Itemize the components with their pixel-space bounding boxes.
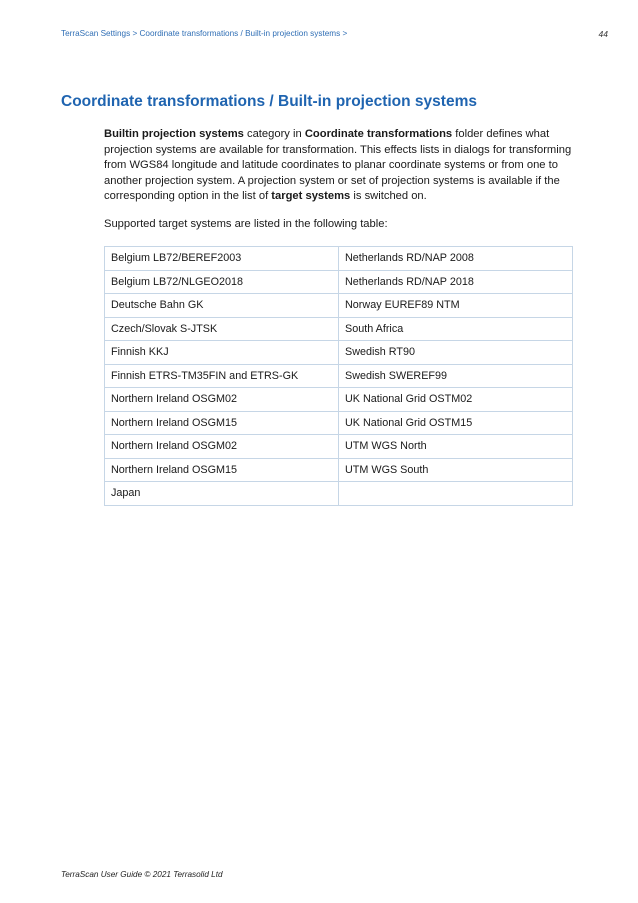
intro-text-3: is switched on. xyxy=(350,190,427,203)
table-cell: Japan xyxy=(105,482,339,506)
table-cell: Northern Ireland OSGM02 xyxy=(105,388,339,412)
table-cell: Swedish SWEREF99 xyxy=(339,364,573,388)
table-row xyxy=(105,482,573,506)
table-row xyxy=(105,294,573,318)
table-cell: Finnish KKJ xyxy=(105,341,339,365)
table-cell: Northern Ireland OSGM15 xyxy=(105,458,339,482)
intro-bold-builtin: Builtin projection systems xyxy=(104,128,244,140)
table-row xyxy=(105,270,573,294)
intro-paragraph xyxy=(104,127,582,205)
table-row xyxy=(105,435,573,459)
intro-bold-coordinate-transformations: Coordinate transformations xyxy=(304,128,453,140)
table-cell: Deutsche Bahn GK xyxy=(105,294,339,318)
table-cell: UK National Grid OSTM02 xyxy=(339,388,573,412)
table-cell: South Africa xyxy=(339,317,573,341)
table-cell: Czech/Slovak S-JTSK xyxy=(105,317,339,341)
section-title: Coordinate transformations / Built-in projection systems xyxy=(61,93,477,110)
table-row xyxy=(105,247,573,271)
table-row xyxy=(105,411,573,435)
content-body xyxy=(104,127,582,233)
page-footer: TerraScan User Guide © 2021 Terrasolid Ltd xyxy=(61,870,223,879)
intro-text-1: category in xyxy=(243,128,305,140)
table-row xyxy=(105,341,573,365)
target-systems-table xyxy=(104,246,573,506)
table-caption: Supported target systems are listed in the following table: xyxy=(104,218,388,230)
table-cell: Northern Ireland OSGM02 xyxy=(105,435,339,459)
table-cell: Swedish RT90 xyxy=(339,341,573,365)
intro-bold-target-systems: target systems xyxy=(271,190,351,203)
table-cell: UTM WGS South xyxy=(339,458,573,482)
table-row xyxy=(105,388,573,412)
table-row xyxy=(105,317,573,341)
intro-text-2: folder defines what projection systems are available for transformation. This effects lists in dialogs for transforming from WGS84 longitude and latitude coordinates to planar coordinate systems or from one to another projection system. A projection system or set of projection systems is available if the corresponding option in the list of xyxy=(104,128,572,203)
table-row xyxy=(105,364,573,388)
table-row xyxy=(105,458,573,482)
table-cell: Belgium LB72/BEREF2003 xyxy=(105,247,339,271)
table-cell: Netherlands RD/NAP 2008 xyxy=(339,247,573,271)
target-systems-table-body xyxy=(105,247,573,506)
table-cell: Belgium LB72/NLGEO2018 xyxy=(105,270,339,294)
table-cell xyxy=(339,482,573,506)
table-cell: UTM WGS North xyxy=(339,435,573,459)
table-cell: UK National Grid OSTM15 xyxy=(339,411,573,435)
table-cell: Finnish ETRS-TM35FIN and ETRS-GK xyxy=(105,364,339,388)
table-cell: Netherlands RD/NAP 2018 xyxy=(339,270,573,294)
breadcrumb[interactable]: TerraScan Settings > Coordinate transformations / Built-in projection systems > xyxy=(61,29,348,38)
table-cell: Northern Ireland OSGM15 xyxy=(105,411,339,435)
page-number: 44 xyxy=(598,29,608,39)
table-cell: Norway EUREF89 NTM xyxy=(339,294,573,318)
page-header xyxy=(61,29,608,43)
